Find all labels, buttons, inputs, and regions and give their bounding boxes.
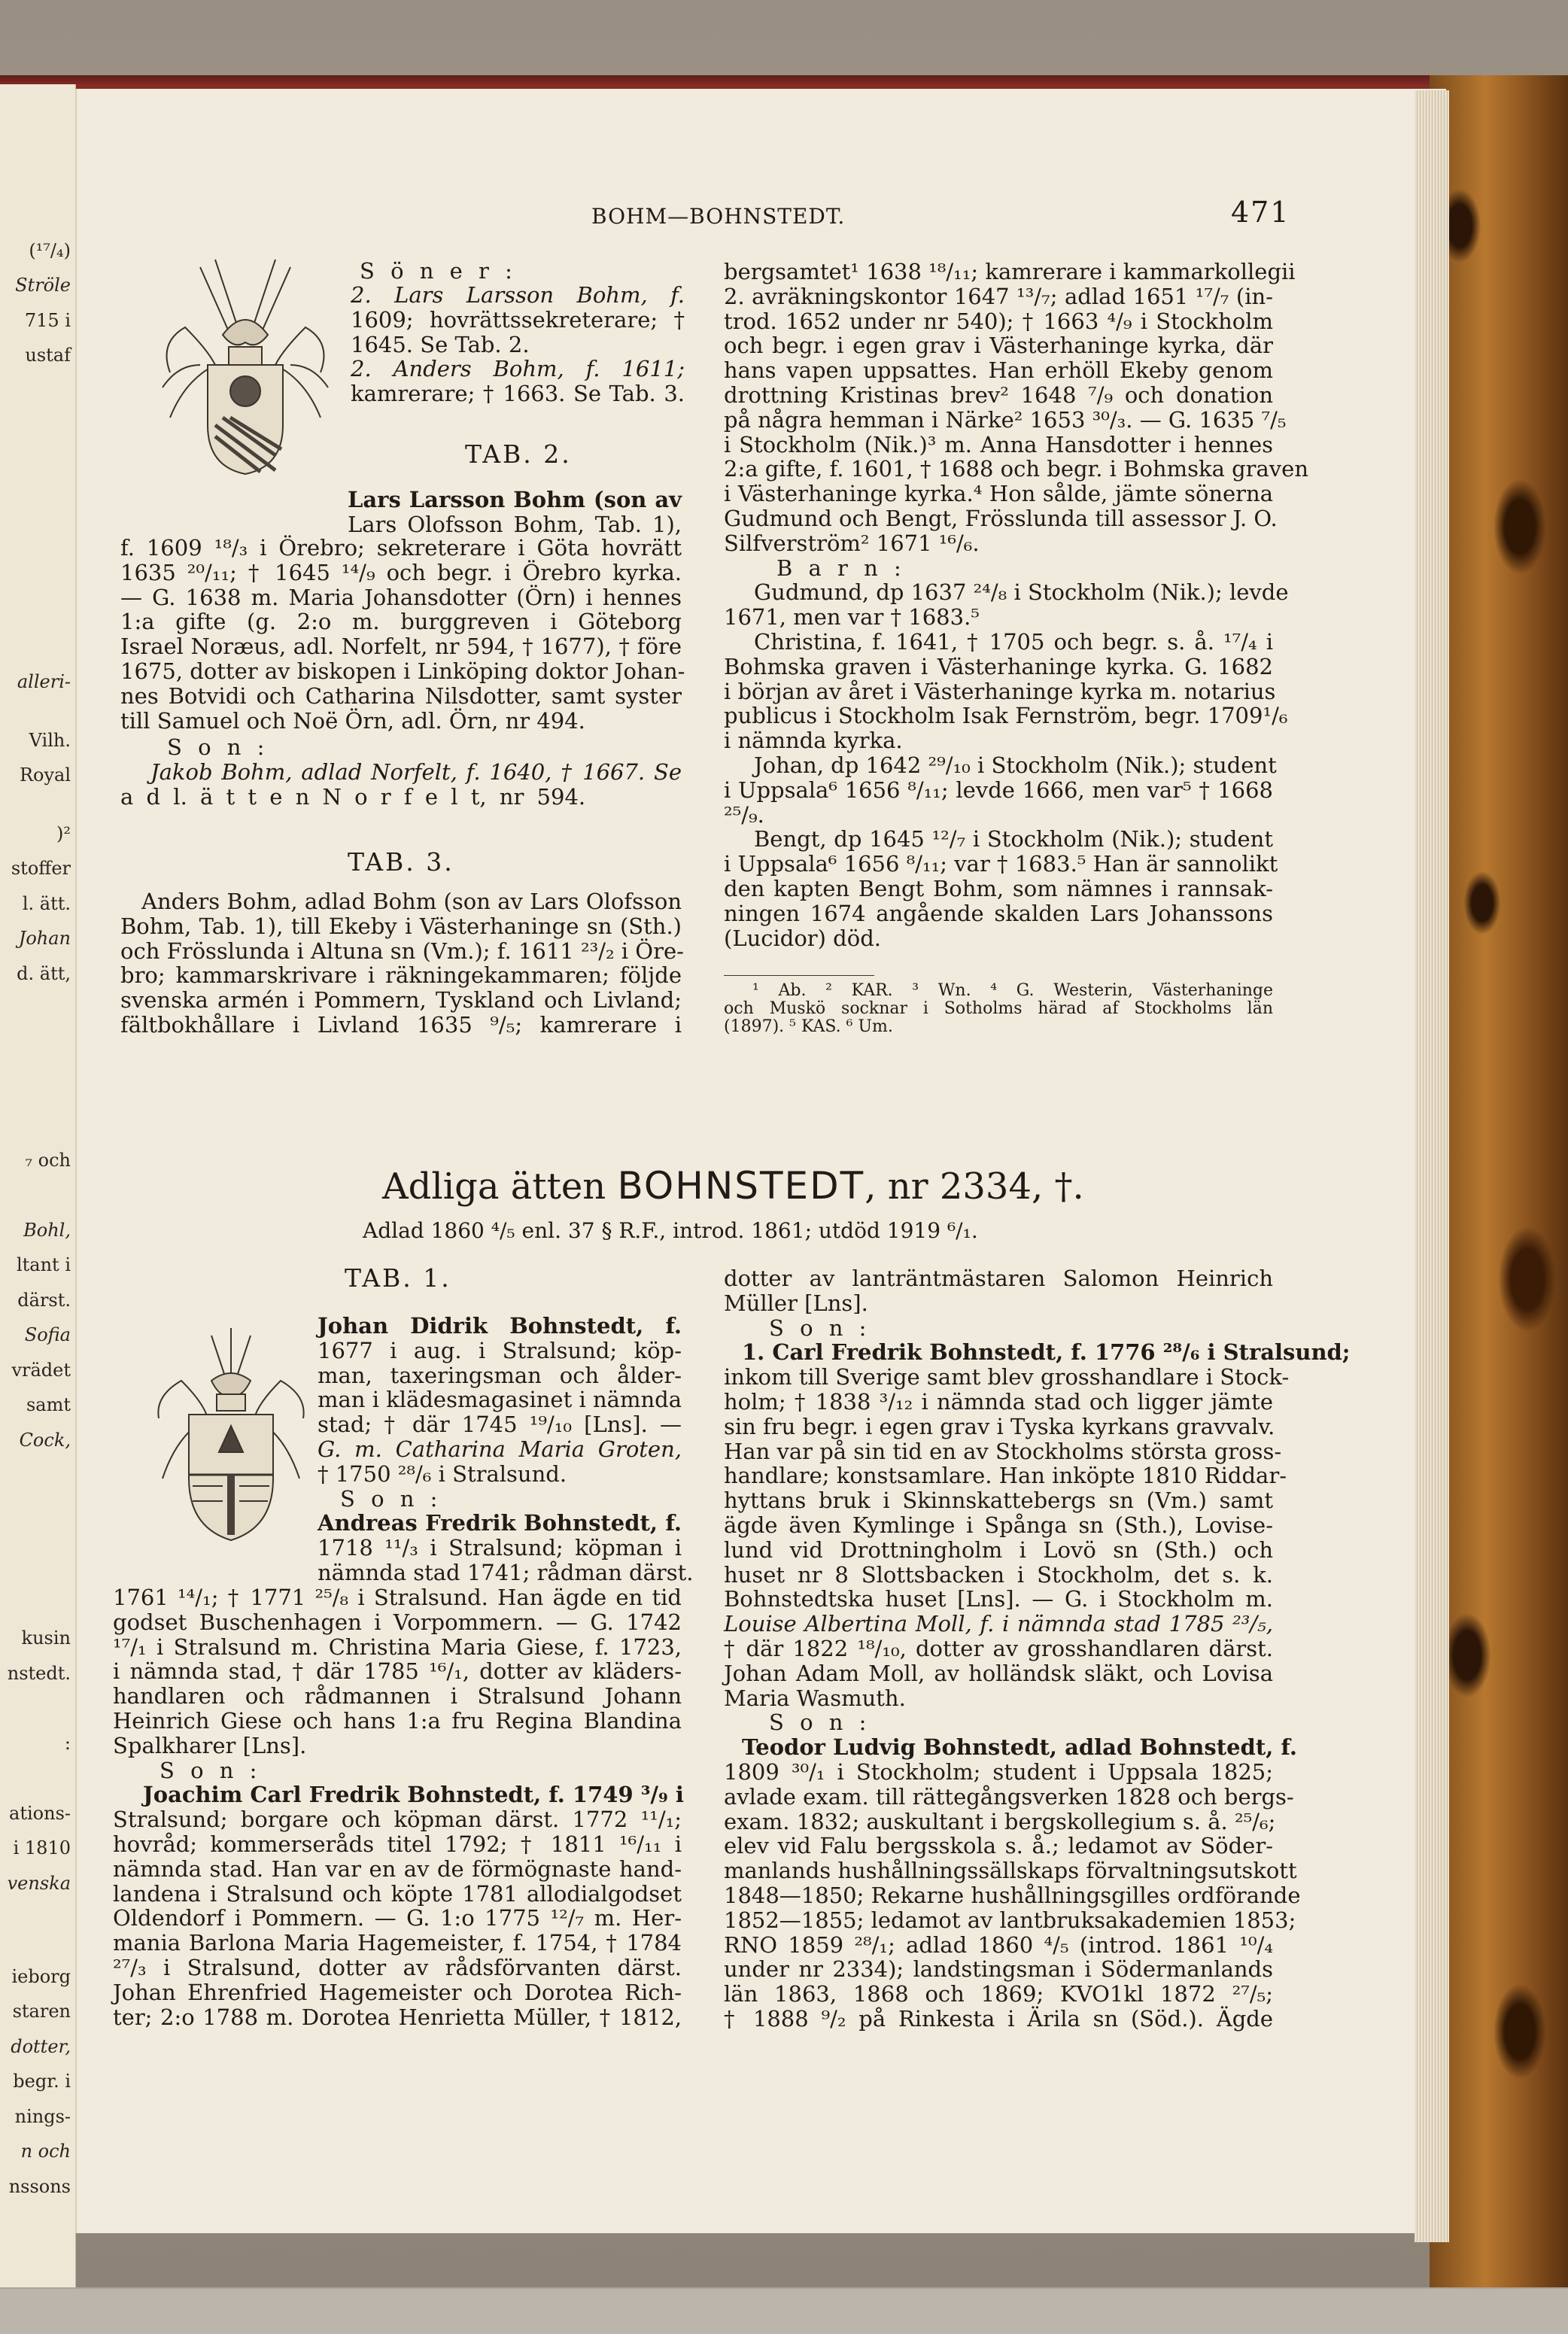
right-column-bottom: [724, 1266, 1351, 2032]
coat-of-arms-bohm: [155, 252, 336, 478]
text-line: sin fru begr. i egen grav i Tyska kyrkans gravvalv.: [724, 1413, 1275, 1439]
text-line: Teodor Ludvig Bohnstedt, adlad Bohnstedt, f.: [742, 1734, 1297, 1761]
text-line: RNO 1859 ²⁸/₁; adlad 1860 ⁴/₅ (introd. 1861 ¹⁰/₄: [724, 1931, 1273, 1958]
text-line: Louise Albertina Moll, f. i nämnda stad 1785 ²³/₅,: [724, 1611, 1273, 1637]
text-line: Johan, dp 1642 ²⁹/₁₀ i Stockholm (Nik.); student: [754, 752, 1277, 778]
text-line: 1848—1850; Rekarne hushållningsgilles ordförande: [724, 1882, 1301, 1908]
text-line: Johan Adam Moll, av holländsk släkt, och Lovisa: [724, 1660, 1273, 1686]
text-line: Johan Didrik Bohnstedt, f.: [318, 1313, 682, 1339]
footnote-line: ¹ Ab. ² KAR. ³ Wn. ⁴ G. Westerin, Västerhaninge: [752, 981, 1273, 1000]
footnote-rule: [724, 975, 874, 976]
text-line: 2. Anders Bohm, f. 1611;: [351, 356, 685, 382]
text-line: a d l. ä t t e n N o r f e l t, nr 594.: [120, 783, 586, 810]
text-line: nes Botvidi och Catharina Nilsdotter, samt syster: [120, 682, 682, 709]
margin-fragment: Royal: [19, 764, 71, 786]
margin-fragment: Vilh.: [29, 729, 71, 751]
tab-2-body: [120, 535, 685, 734]
margin-fragment: samt: [26, 1394, 71, 1416]
tab-2-heading: TAB. 2.: [465, 439, 572, 469]
margin-fragment: vrädet: [11, 1359, 71, 1381]
margin-fragment: ieborg: [11, 1965, 71, 1987]
text-line: i nämnda kyrka.: [724, 728, 903, 754]
text-line: Anders Bohm, adlad Bohm (son av Lars Olofsson: [141, 889, 682, 914]
tab-2-lead: [348, 488, 682, 537]
margin-fragment: 715 i: [24, 309, 71, 331]
running-head: BOHM—BOHNSTEDT.: [591, 204, 846, 229]
son-heading: S o n :: [167, 734, 269, 760]
text-line: man, taxeringsman och ålder-: [318, 1362, 682, 1388]
entry-lars-larsson: [351, 283, 685, 406]
text-line: Lars Larsson Bohm (son av: [348, 487, 682, 512]
text-line: hyttans bruk i Skinnskattebergs sn (Vm.) samt: [724, 1488, 1273, 1514]
margin-fragment: alleri-: [17, 671, 71, 693]
text-line: på några hemman i Närke² 1653 ³⁰/₃. — G. 1635 ⁷/₅: [724, 406, 1287, 433]
book-cover-edge: [1430, 75, 1568, 2332]
text-line: Oldendorf i Pommern. — G. 1:o 1775 ¹²/₇ m. Her-: [113, 1905, 682, 1931]
footnotes: [724, 982, 1273, 1036]
page-stack-edge: [1415, 90, 1449, 2242]
text-line: drottning Kristinas brev² 1648 ⁷/₉ och donation: [724, 381, 1273, 408]
right-column-top: [724, 259, 1309, 951]
margin-fragment: nssons: [8, 2175, 71, 2197]
text-line: Lars Olofsson Bohm, Tab. 1),: [348, 511, 682, 537]
text-line: bergsamtet¹ 1638 ¹⁸/₁₁; kamrerare i kammarkollegii: [724, 259, 1296, 284]
margin-fragment: nings-: [14, 2105, 71, 2127]
son-jakob: [120, 760, 682, 810]
section-subtitle: Adlad 1860 ⁴/₅ enl. 37 § R.F., introd. 1861; utdöd 1919 ⁶/₁.: [363, 1218, 978, 1243]
footnote-line: och Muskö socknar i Sotholms härad af Stockholms län: [724, 999, 1273, 1018]
text-line: län 1863, 1868 och 1869; KVO1kl 1872 ²⁷/₅;: [724, 1981, 1273, 2007]
margin-fragment: nstedt.: [7, 1662, 71, 1684]
text-line: elev vid Falu bergsskola s. å.; ledamot av Söder-: [724, 1833, 1273, 1859]
text-line: 1609; hovrättssekreterare; †: [351, 306, 685, 333]
margin-fragment: ations-: [9, 1802, 71, 1824]
text-line: ²⁵/₉.: [724, 801, 764, 828]
margin-fragment: (¹⁷/₄): [29, 239, 71, 261]
text-line: handlare; konstsamlare. Han inköpte 1810 Riddar-: [724, 1463, 1287, 1489]
text-line: i Västerhaninge kyrka.⁴ Hon sålde, jämte sönerna: [724, 481, 1273, 507]
text-line: och Frösslunda i Altuna sn (Vm.); f. 1611 ²³/₂ i Öre-: [120, 938, 684, 964]
text-line: Andreas Fredrik Bohnstedt, f.: [318, 1510, 682, 1536]
text-line: 1852—1855; ledamot av lantbruksakademien 1853;: [724, 1907, 1296, 1933]
text-line: kamrerare; † 1663. Se Tab. 3.: [351, 381, 685, 407]
text-line: Jakob Bohm, adlad Norfelt, f. 1640, † 1667. Se: [150, 759, 682, 785]
text-line: hans vapen uppsattes. Han erhöll Ekeby genom: [724, 357, 1273, 384]
text-line: Müller [Lns].: [724, 1290, 868, 1316]
margin-fragment: :: [64, 1732, 71, 1754]
text-line: hovråd; kommerseråds titel 1792; † 1811 ¹⁶/₁₁ i: [113, 1831, 682, 1857]
text-line: Heinrich Giese och hans 1:a fru Regina Blandina: [113, 1707, 682, 1734]
text-line: 1671, men var † 1683.⁵: [724, 604, 980, 631]
text-line: handlaren och rådmannen i Stralsund Johann: [113, 1683, 682, 1709]
text-line: Joachim Carl Fredrik Bohnstedt, f. 1749 ³/₉ i: [143, 1782, 684, 1808]
text-line: S o n :: [769, 1709, 871, 1736]
text-line: nämnda stad. Han var en av de förmögnaste hand-: [113, 1855, 682, 1882]
text-line: 1718 ¹¹/₃ i Stralsund; köpman i: [318, 1535, 682, 1561]
text-line: ningen 1674 angående skalden Lars Johanssons: [724, 900, 1273, 926]
text-line: publicus i Stockholm Isak Fernström, begr. 1709¹/₆: [724, 703, 1288, 729]
text-line: stad; † där 1745 ¹⁹/₁₀ [Lns]. —: [318, 1412, 682, 1438]
text-line: 2. Lars Larsson Bohm, f.: [351, 282, 685, 308]
text-line: huset nr 8 Slottsbacken i Stockholm, det s. k.: [724, 1561, 1273, 1588]
text-line: B a r n :: [776, 555, 906, 581]
margin-fragment: ustaf: [25, 345, 71, 366]
previous-page-edge: [0, 84, 76, 2311]
text-line: till Samuel och Noë Örn, adl. Örn, nr 494.: [120, 707, 585, 734]
text-line: Gudmund, dp 1637 ²⁴/₈ i Stockholm (Nik.); levde: [754, 579, 1289, 606]
text-line: Bengt, dp 1645 ¹²/₇ i Stockholm (Nik.); student: [754, 826, 1273, 852]
text-line: godset Buschenhagen i Vorpommern. — G. 1742: [113, 1609, 682, 1635]
text-line: i Uppsala⁶ 1656 ⁸/₁₁; var † 1683.⁵ Han är sannolikt: [724, 851, 1278, 877]
text-line: f. 1609 ¹⁸/₃ i Örebro; sekreterare i Göta hovrätt: [120, 535, 682, 561]
margin-fragment: dotter,: [11, 2035, 71, 2057]
page-number: 471: [1231, 196, 1290, 229]
margin-fragment: Bohl,: [23, 1219, 71, 1241]
margin-fragment: ₇ och: [25, 1149, 71, 1171]
text-line: Christina, f. 1641, † 1705 och begr. s. å. ¹⁷/₄ i: [754, 628, 1273, 655]
margin-fragment: Cock,: [19, 1429, 71, 1451]
text-line: man i klädesmagasinet i nämnda: [318, 1387, 682, 1413]
margin-fragment: l. ätt.: [22, 892, 71, 914]
margin-fragment: staren: [12, 2001, 71, 2022]
text-line: mania Barlona Maria Hagemeister, f. 1754, † 1784: [113, 1930, 682, 1956]
text-line: 1635 ²⁰/₁₁; † 1645 ¹⁴/₉ och begr. i Örebro kyrka.: [120, 559, 682, 585]
text-line: i början av året i Västerhaninge kyrka m. notarius: [724, 678, 1276, 704]
text-line: och begr. i egen grav i Västerhaninge kyrka, där: [724, 333, 1273, 359]
text-line: fältbokhållare i Livland 1635 ⁹/₅; kamrerare i: [120, 1011, 682, 1038]
text-line: 1:a gifte (g. 2:o m. burggreven i Göteborg: [120, 609, 682, 635]
text-line: † 1888 ⁹/₂ på Rinkesta i Ärila sn (Söd.). Ägde: [724, 2005, 1273, 2032]
margin-fragment: n och: [20, 2141, 71, 2162]
text-line: S o n :: [340, 1485, 442, 1512]
text-line: Maria Wasmuth.: [724, 1685, 906, 1711]
text-line: svenska armén i Pommern, Tyskland och Livland;: [120, 987, 682, 1014]
text-line: avlade exam. till rättegångsverken 1828 och bergs-: [724, 1783, 1294, 1810]
text-line: Spalkharer [Lns].: [113, 1732, 307, 1758]
section-title: [382, 1165, 1084, 1208]
coat-of-arms-bohnstedt: [147, 1320, 315, 1546]
text-line: Bohmska graven i Västerhaninge kyrka. G. 1682: [724, 653, 1273, 679]
text-line: i nämnda stad, † där 1785 ¹⁶/₁, dotter av kläders-: [113, 1658, 682, 1685]
margin-fragment: ltant i: [16, 1254, 71, 1276]
margin-fragment: stoffer: [11, 858, 71, 880]
text-line: Silfverström² 1671 ¹⁶/₆.: [724, 530, 980, 556]
soner-heading: S ö n e r :: [360, 258, 517, 284]
text-line: G. m. Catharina Maria Groten,: [318, 1436, 682, 1462]
text-line: 1761 ¹⁴/₁; † 1771 ²⁵/₈ i Stralsund. Han ägde en tid: [113, 1585, 682, 1610]
text-line: Stralsund; borgare och köpman därst. 1772 ¹¹/₁;: [113, 1807, 682, 1833]
tab-3-heading: TAB. 3.: [348, 847, 454, 877]
text-line: ¹⁷/₁ i Stralsund m. Christina Maria Giese, f. 1723,: [113, 1633, 682, 1660]
text-line: under nr 2334); landstingsman i Södermanlands: [724, 1956, 1273, 1983]
margin-fragment: kusin: [21, 1627, 71, 1649]
section-title-name: BOHNSTEDT: [617, 1164, 865, 1208]
text-line: inkom till Sverige samt blev grosshandlare i Stock-: [724, 1364, 1290, 1390]
text-line: landena i Stralsund och köpte 1781 allodialgodset: [113, 1880, 682, 1907]
text-line: (Lucidor) död.: [724, 925, 881, 951]
text-line: † 1750 ²⁸/₆ i Stralsund.: [318, 1460, 567, 1487]
text-line: dotter av lanträntmästaren Salomon Heinrich: [724, 1266, 1273, 1291]
text-line: 1645. Se Tab. 2.: [351, 331, 530, 357]
margin-fragment: d. ätt,: [17, 962, 71, 984]
text-line: † där 1822 ¹⁸/₁₀, dotter av grosshandlaren därst.: [724, 1635, 1273, 1661]
margin-fragment: Sofia: [24, 1324, 71, 1346]
text-line: ägde även Kymlinge i Spånga sn (Sth.), Lovise-: [724, 1512, 1273, 1538]
text-line: 1677 i aug. i Stralsund; köp-: [318, 1337, 682, 1363]
text-line: Gudmund och Bengt, Frösslunda till assessor J. O.: [724, 505, 1278, 531]
text-line: Bohm, Tab. 1), till Ekeby i Västerhaninge sn (Sth.): [120, 913, 682, 939]
text-line: Bohnstedtska huset [Lns]. — G. i Stockholm m.: [724, 1586, 1273, 1612]
text-line: trod. 1652 under nr 540); † 1663 ⁴/₉ i Stockholm: [724, 308, 1273, 334]
section-title-suffix: , nr 2334, †.: [865, 1165, 1084, 1208]
text-line: i Stockholm (Nik.)³ m. Anna Hansdotter i hennes: [724, 431, 1273, 457]
text-line: manlands hushållningssällskaps förvaltningsutskott: [724, 1858, 1297, 1884]
footnote-line: (1897). ⁵ KAS. ⁶ Um.: [724, 1017, 893, 1036]
text-line: den kapten Bengt Bohm, som nämnes i rannsak-: [724, 875, 1273, 901]
margin-fragment: Johan: [18, 928, 71, 950]
tab-1-lead: [318, 1313, 694, 1585]
text-line: ter; 2:o 1788 m. Dorotea Henrietta Müller, † 1812,: [113, 2004, 682, 2030]
margin-fragment: därst.: [17, 1289, 71, 1311]
tab-1-body: [113, 1585, 682, 2029]
text-line: ²⁷/₃ i Stralsund, dotter av rådsförvanten därst.: [113, 1954, 682, 1980]
margin-fragment: venska: [7, 1872, 71, 1894]
text-line: Johan Ehrenfried Hagemeister och Dorotea Rich-: [113, 1979, 682, 2005]
tab-3-body: [120, 889, 682, 1038]
text-line: Han var på sin tid en av Stockholms största gross-: [724, 1438, 1282, 1464]
text-line: 1809 ³⁰/₁ i Stockholm; student i Uppsala 1825;: [724, 1758, 1273, 1785]
margin-fragment: Ströle: [15, 275, 71, 296]
text-line: S o n :: [769, 1314, 871, 1341]
scan-color-bar: [0, 2287, 1568, 2334]
margin-fragment: i 1810: [13, 1837, 71, 1859]
text-line: holm; † 1838 ³/₁₂ i nämnda stad och ligger jämte: [724, 1388, 1273, 1415]
text-line: S o n :: [160, 1757, 262, 1783]
margin-fragment: begr. i: [13, 2071, 71, 2092]
text-line: — G. 1638 m. Maria Johansdotter (Örn) i hennes: [120, 584, 682, 610]
text-line: 1675, dotter av biskopen i Linköping doktor Johan-: [120, 658, 685, 684]
text-line: 2:a gifte, f. 1601, † 1688 och begr. i Bohmska graven: [724, 456, 1309, 482]
text-line: nämnda stad 1741; rådman därst.: [318, 1559, 694, 1585]
text-line: 1. Carl Fredrik Bohnstedt, f. 1776 ²⁸/₆ i Stralsund;: [742, 1339, 1351, 1366]
margin-fragment: )²: [56, 822, 71, 844]
text-line: exam. 1832; auskultant i bergskollegium s. å. ²⁵/₆;: [724, 1808, 1276, 1834]
tab-1-heading: TAB. 1.: [345, 1263, 451, 1293]
section-title-prefix: Adliga ätten: [382, 1165, 606, 1208]
text-line: bro; kammarskrivare i räkningekammaren; följde: [120, 962, 682, 989]
text-line: i Uppsala⁶ 1656 ⁸/₁₁; levde 1666, men var⁵ † 1668: [724, 776, 1273, 803]
text-line: Israel Noræus, adl. Norfelt, nr 594, † 1677), † före: [120, 634, 682, 660]
text-line: lund vid Drottningholm i Lovö sn (Sth.) och: [724, 1536, 1273, 1563]
text-line: 2. avräkningskontor 1647 ¹³/₇; adlad 1651 ¹⁷/₇ (in-: [724, 283, 1273, 309]
